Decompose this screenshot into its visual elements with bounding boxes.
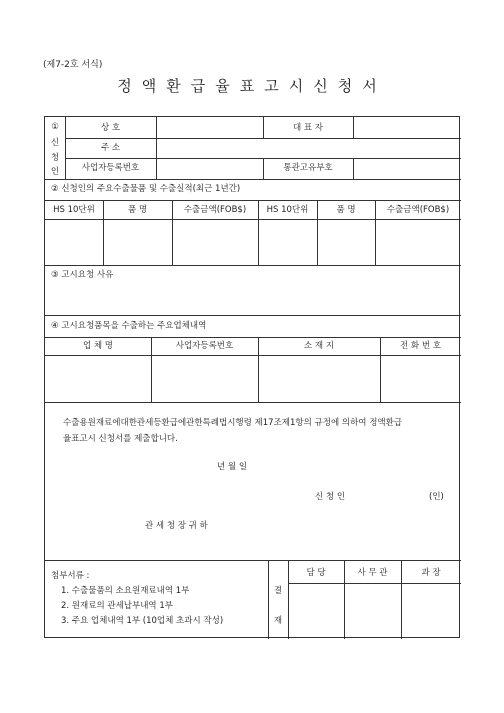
- section3-heading: ③ 고시요청 사유: [51, 270, 114, 280]
- divider: [288, 583, 461, 584]
- col-business-reg-no: 사업자등록번호: [175, 341, 234, 351]
- col-export-amount-2: 수출금액(FOB$): [386, 205, 450, 215]
- applicant-number: ①: [51, 122, 59, 132]
- application-form: [44, 116, 460, 638]
- trade-name-field[interactable]: [157, 118, 262, 137]
- request-reason-field[interactable]: [46, 285, 460, 313]
- seal-mark: (인): [429, 492, 444, 502]
- applicant-side-label-1: 신: [50, 138, 60, 148]
- col-hs-code: HS 10단위: [53, 205, 95, 215]
- divider: [45, 337, 461, 338]
- divider: [45, 355, 461, 356]
- col-hs-code-2: HS 10단위: [266, 205, 309, 215]
- approval-col-manager: 과 장: [421, 568, 441, 578]
- col-export-amount: 수출금액(FOB$): [183, 205, 247, 215]
- divider: [45, 402, 461, 403]
- col-phone-number: 전 화 번 호: [400, 341, 441, 351]
- divider: [45, 200, 461, 201]
- divider: [268, 560, 269, 639]
- declaration-line-1: 수출용원재료에대한관세등환급에관한특례법시행령 제17조제1항의 규정에 의하여 정액환급: [63, 418, 403, 428]
- attachment-item: 3. 주요 업체내역 1부 (10업체 초과시 작성): [61, 616, 224, 626]
- col-product-name-2: 품 명: [336, 205, 356, 215]
- trade-name-label: 상 호: [100, 123, 121, 133]
- attachment-item: 1. 수출물품의 소요원재료내역 1부: [61, 586, 190, 596]
- representative-label: 대 표 자: [292, 123, 324, 133]
- declaration-line-2: 율표고시 신청서를 제출합니다.: [63, 434, 178, 444]
- divider: [45, 315, 461, 316]
- form-title: 정액환급율표고시신청서: [117, 77, 387, 95]
- customs-code-label: 통관고유부호: [283, 163, 333, 173]
- col-company-name: 업 체 명: [82, 341, 114, 351]
- divider: [45, 179, 461, 180]
- address-field[interactable]: [157, 139, 460, 157]
- divider: [45, 560, 461, 561]
- form-number: (제7-2호 서식): [43, 60, 103, 70]
- approval-col-officer: 사 무 관: [357, 568, 388, 578]
- business-reg-field[interactable]: [157, 159, 262, 178]
- section2-heading: ② 신청인의 주요수출물품 및 수출실적(최근 1년간): [51, 184, 241, 194]
- approval-side-label-1: 결: [273, 586, 283, 596]
- section4-heading: ④ 고시요청품목을 수출하는 주요업체내역: [51, 321, 207, 331]
- approval-side-label-2: 재: [273, 616, 283, 626]
- attachments-heading: 첨부서류 :: [51, 571, 90, 581]
- col-location: 소 재 지: [303, 341, 335, 351]
- address-label: 주 소: [100, 143, 121, 153]
- approval-col-staff: 담 당: [306, 568, 326, 578]
- business-reg-label: 사업자등록번호: [81, 163, 140, 173]
- applicant-side-label-2: 청: [50, 153, 60, 163]
- addressee-line: 관 세 청 장 귀 하: [145, 521, 208, 531]
- divider: [45, 265, 461, 266]
- date-line: 년 월 일: [217, 462, 248, 472]
- col-product-name: 품 명: [127, 205, 148, 215]
- divider: [45, 219, 461, 220]
- representative-field[interactable]: [354, 118, 460, 137]
- customs-code-field[interactable]: [354, 159, 460, 178]
- attachment-item: 2. 원재료의 관세납부내역 1부: [61, 601, 173, 611]
- applicant-side-label-3: 인: [50, 167, 60, 177]
- applicant-signature-label: 신 청 인: [315, 492, 346, 502]
